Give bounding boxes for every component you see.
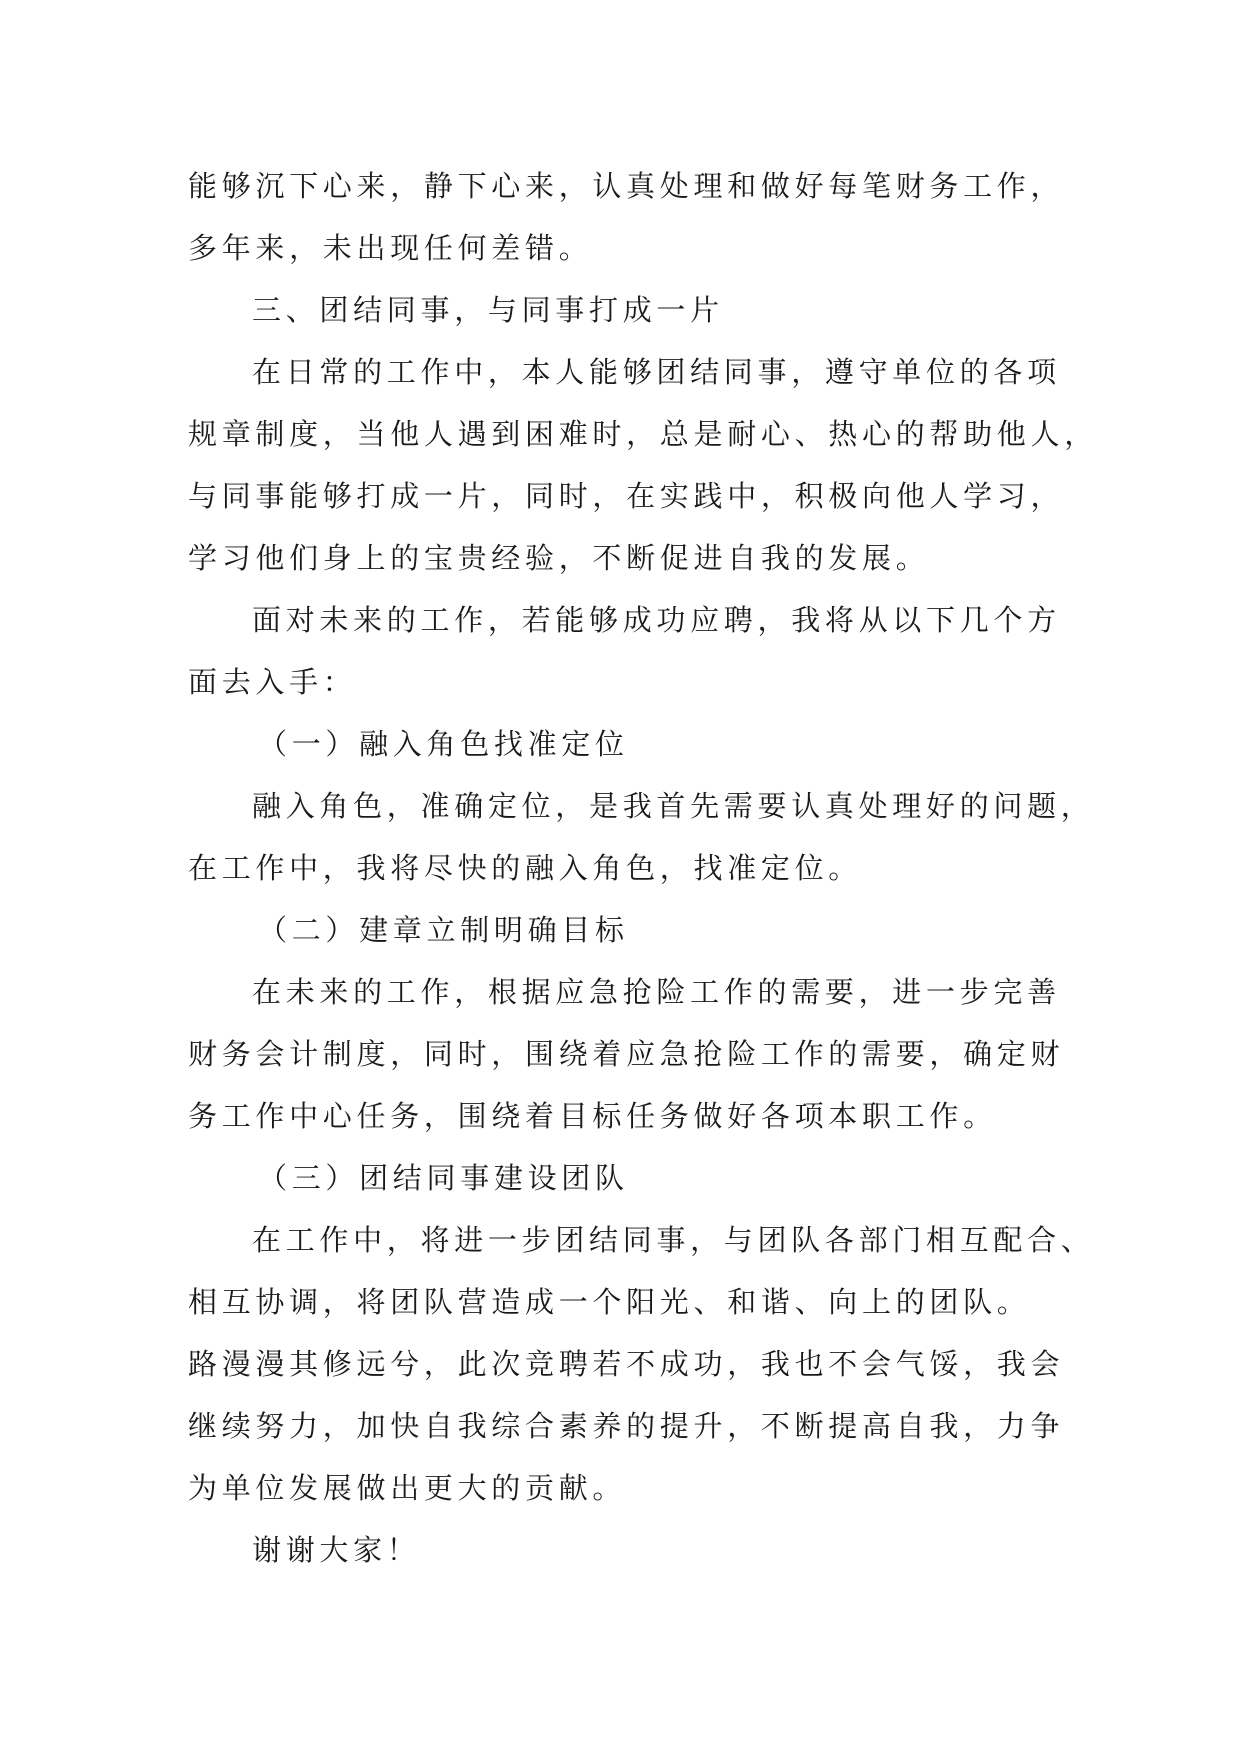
paragraph-line: 在工作中，将进一步团结同事，与团队各部门相互配合、 [252,1223,1095,1257]
paragraph-line: 面去入手： [188,665,357,699]
paragraph-line: 在未来的工作，根据应急抢险工作的需要，进一步完善 [252,975,1061,1009]
paragraph-line: 路漫漫其修远兮，此次竞聘若不成功，我也不会气馁，我会 [188,1347,1065,1381]
paragraph-line: 继续努力，加快自我综合素养的提升，不断提高自我，力争 [188,1409,1065,1443]
paragraph-line: 相互协调，将团队营造成一个阳光、和谐、向上的团队。 [188,1285,1031,1319]
closing-line: 谢谢大家！ [252,1533,421,1567]
paragraph-line: 务工作中心任务，围绕着目标任务做好各项本职工作。 [188,1099,997,1133]
paragraph-line: 规章制度，当他人遇到困难时，总是耐心、热心的帮助他人， [188,417,1098,451]
paragraph-line: 在日常的工作中，本人能够团结同事，遵守单位的各项 [252,355,1061,389]
paragraph-line: 能够沉下心来，静下心来，认真处理和做好每笔财务工作， [188,169,1065,203]
subsection-heading: （二）建章立制明确目标 [258,913,629,947]
subsection-heading: （一）融入角色找准定位 [258,727,629,761]
paragraph-line: 为单位发展做出更大的贡献。 [188,1471,627,1505]
paragraph-line: 在工作中，我将尽快的融入角色，找准定位。 [188,851,863,885]
paragraph-line: 财务会计制度，同时，围绕着应急抢险工作的需要，确定财 [188,1037,1065,1071]
paragraph-line: 多年来，未出现任何差错。 [188,231,593,265]
paragraph-line: 学习他们身上的宝贵经验，不断促进自我的发展。 [188,541,930,575]
paragraph-line: 融入角色，准确定位，是我首先需要认真处理好的问题， [252,789,1095,823]
paragraph-line: 面对未来的工作，若能够成功应聘，我将从以下几个方 [252,603,1061,637]
section-heading: 三、团结同事，与同事打成一片 [252,293,724,327]
paragraph-line: 与同事能够打成一片，同时，在实践中，积极向他人学习， [188,479,1065,513]
subsection-heading: （三）团结同事建设团队 [258,1161,629,1195]
document-body [188,155,1098,1581]
